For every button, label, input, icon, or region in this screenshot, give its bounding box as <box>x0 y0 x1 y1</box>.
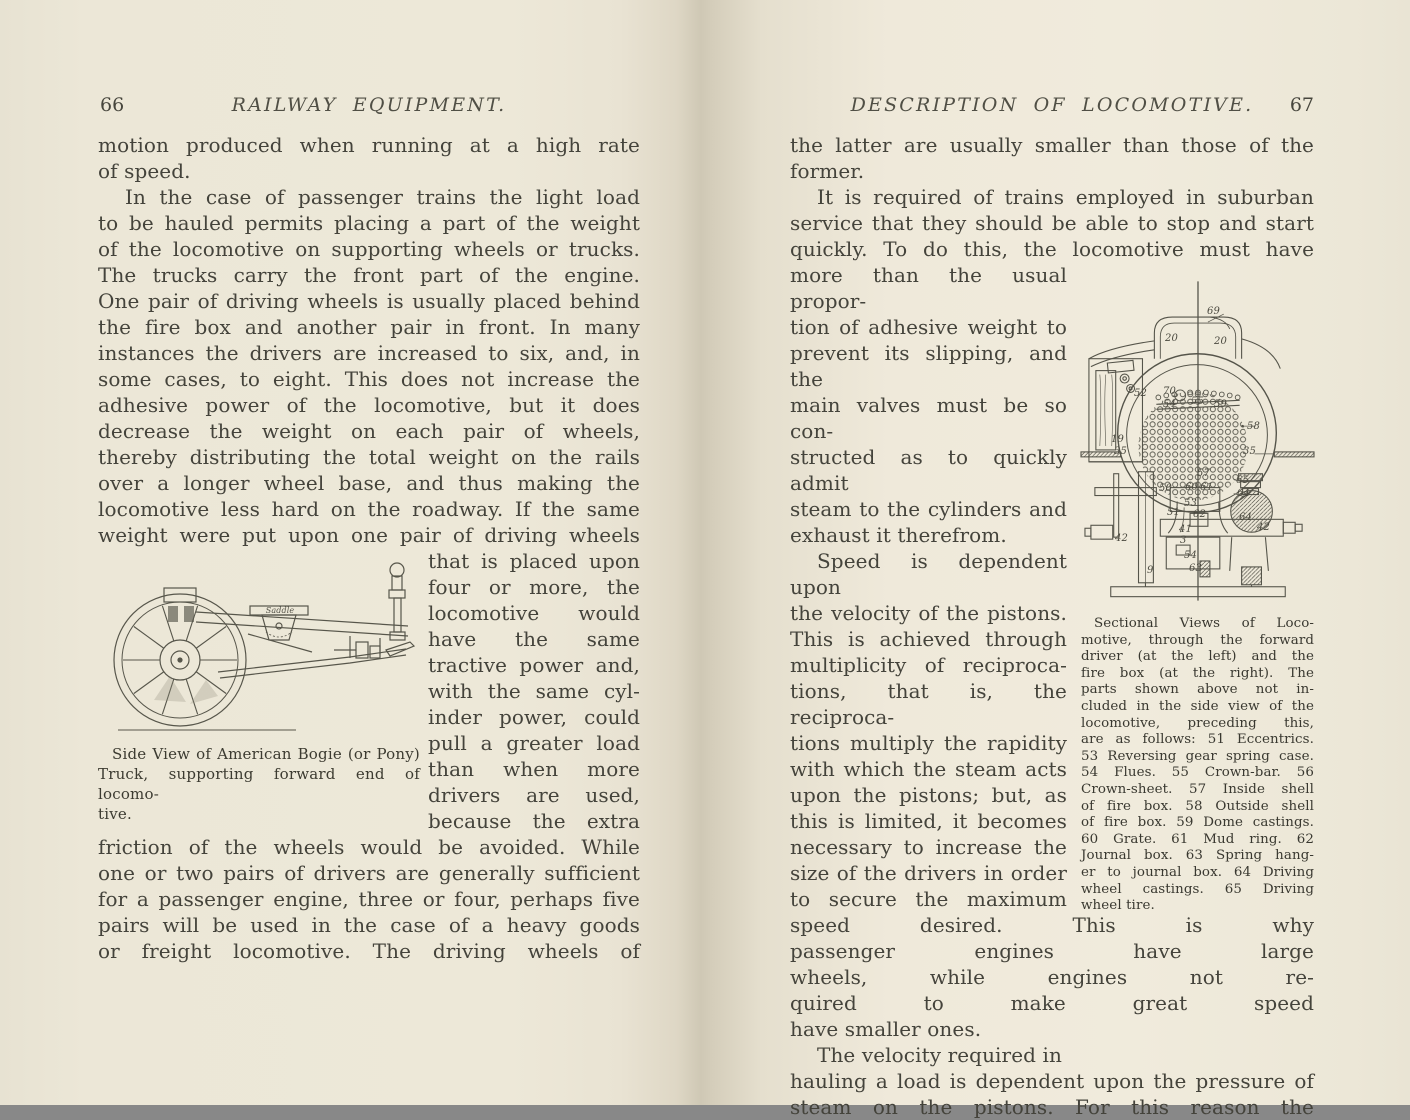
text-line: tion of adhesive weight to <box>790 315 1067 339</box>
text-line: drivers are used, <box>428 783 640 807</box>
figure-part-number: 60 <box>1185 482 1198 493</box>
text-line: of fire box. 58 Outside shell <box>1081 798 1314 814</box>
figure-part-number: 55 <box>1191 396 1204 407</box>
figure-part-number: 9 <box>1147 565 1154 576</box>
text-line: Speed is dependent upon <box>790 549 1067 599</box>
text-line: size of the drivers in order <box>790 861 1067 885</box>
left-page-text <box>98 132 640 964</box>
text-line: are as follows: 51 Eccentrics. <box>1081 732 1314 748</box>
text-line: This is achieved through <box>790 627 1067 651</box>
bogie-truck-illustration-icon <box>98 554 420 736</box>
figure-caption <box>98 744 420 824</box>
text-line: multiplicity of reciproca- <box>790 653 1067 677</box>
text-line: fire box (at the right). The <box>1081 665 1314 681</box>
text-line: with the same cyl- <box>428 679 640 703</box>
text-line: Truck, supporting forward end of locomo- <box>98 765 420 803</box>
text-line: pull a greater load <box>428 731 640 755</box>
figure-part-number: 41 <box>1179 524 1192 535</box>
text-line: because the extra <box>428 809 640 833</box>
figure-part-number: 70 <box>1163 386 1176 397</box>
bogie-truck-drawing <box>98 554 420 736</box>
text-line: 53 Reversing gear spring case. <box>1081 748 1314 764</box>
figure-part-number: 50 <box>1159 483 1172 494</box>
paragraph-block <box>790 132 1314 184</box>
text-line: over a longer wheel base, and thus making the <box>98 471 640 495</box>
figure-part-number: 42 <box>1257 522 1270 533</box>
locomotive-section-drawing <box>1081 276 1314 606</box>
paragraph-block <box>790 1068 1314 1120</box>
text-line: this is limited, it becomes <box>790 809 1067 833</box>
text-line: cluded in the side view of the <box>1081 698 1314 714</box>
text-line: motive, through the forward <box>1081 632 1314 648</box>
figure-part-number: 62 <box>1193 509 1206 520</box>
text-line: upon the pistons; but, as <box>790 783 1067 807</box>
figure-part-number: 35 <box>1114 446 1127 457</box>
text-line: The trucks carry the front part of the engine. <box>98 263 640 287</box>
text-line: quickly. To do this, the locomotive must have <box>790 237 1314 261</box>
figure-part-number: 69 <box>1207 306 1220 317</box>
figure-part-number: 54 <box>1163 399 1176 410</box>
figure-part-number: 20 <box>1214 336 1227 347</box>
paragraph-block <box>98 184 640 548</box>
text-line: inder power, could <box>428 705 640 729</box>
text-line: parts shown above not in- <box>1081 682 1314 698</box>
text-line: One pair of driving wheels is usually placed behind <box>98 289 640 313</box>
page-number: 67 <box>1289 94 1314 116</box>
text-line: of fire box. 59 Dome castings. <box>1081 815 1314 831</box>
paragraph-block <box>98 834 640 964</box>
right-page <box>705 0 1410 1119</box>
bogie-truck-figure <box>98 554 420 830</box>
text-line: adhesive power of the locomotive, but it does <box>98 393 640 417</box>
text-line: quired to make great speed <box>790 991 1314 1015</box>
text-line: Side View of American Bogie (or Pony) <box>112 745 420 763</box>
text-line: steam to the cylinders and <box>790 497 1067 521</box>
text-line: Sectional Views of Loco- <box>1094 616 1314 631</box>
text-line: one or two pairs of drivers are generally sufficient <box>98 861 640 885</box>
figure-part-number: 54 <box>1184 550 1197 561</box>
text-line: Crown-sheet. 57 Inside shell <box>1081 781 1314 797</box>
figure-part-number: 52 <box>1134 388 1147 399</box>
text-line: to secure the maximum <box>790 887 1067 911</box>
text-line: have the same <box>428 627 640 651</box>
figure-part-number: 64 <box>1239 512 1252 523</box>
text-line: tions, that is, the reciproca- <box>790 679 1067 729</box>
text-line: of the locomotive on supporting wheels or trucks. <box>98 237 640 261</box>
text-line: service that they should be able to stop and start <box>790 211 1314 235</box>
figure-part-number: 57 <box>1197 468 1210 479</box>
figure-part-number: 58 <box>1247 421 1260 432</box>
text-line: motion produced when running at a high rate <box>98 133 640 157</box>
figure-part-number: 65 <box>1236 475 1249 486</box>
page-number: 66 <box>100 94 125 116</box>
left-page-header <box>98 92 640 118</box>
figure-part-number: 35 <box>1243 446 1256 457</box>
text-line: driver (at the left) and the <box>1081 649 1314 665</box>
figure-part-number: 19 <box>1111 434 1124 445</box>
figure-part-number: 20 <box>1165 333 1178 344</box>
text-line: wheel tire. <box>1081 898 1155 914</box>
text-line: er to journal box. 64 Driving <box>1081 864 1314 880</box>
text-line: the latter are usually smaller than those of the <box>790 133 1314 157</box>
text-line: main valves must be so con- <box>790 393 1067 443</box>
text-line: four or more, the <box>428 575 640 599</box>
text-line: locomotive, preceding this, <box>1081 715 1314 731</box>
right-page-text <box>790 132 1314 1120</box>
text-line: In the case of passenger trains the light load <box>125 185 640 209</box>
text-line: the velocity of the pistons. <box>790 601 1067 625</box>
text-line: the fire box and another pair in front. In many <box>98 315 640 339</box>
text-line: to be hauled permits placing a part of the weight <box>98 211 640 235</box>
text-line: Journal box. 63 Spring hang- <box>1081 848 1314 864</box>
text-line: decrease the weight on each pair of wheels, <box>98 419 640 443</box>
text-line: have smaller ones. <box>790 1017 982 1041</box>
figure-part-number: 3 <box>1180 535 1187 546</box>
text-line: more than the usual propor- <box>790 263 1067 313</box>
paragraph-block <box>790 184 1314 262</box>
figure-part-number: 59 <box>1214 399 1227 410</box>
paragraph-block <box>98 132 640 184</box>
figure-part-number: 53 <box>1184 498 1197 509</box>
text-line: some cases, to eight. This does not increase the <box>98 367 640 391</box>
text-line: of speed. <box>98 159 191 183</box>
text-line: 60 Grate. 61 Mud ring. 62 <box>1081 831 1314 847</box>
figure-caption <box>1081 616 1314 915</box>
text-line: or freight locomotive. The driving wheels of <box>98 939 640 963</box>
text-line: with which the steam acts <box>790 757 1067 781</box>
running-head: DESCRIPTION OF LOCOMOTIVE. <box>850 94 1254 116</box>
left-page-content <box>98 92 640 964</box>
text-line: pairs will be used in the case of a heavy goods <box>98 913 640 937</box>
text-line: friction of the wheels would be avoided. While <box>98 835 640 859</box>
text-line: that is placed upon <box>428 549 640 573</box>
text-line: tractive power and, <box>428 653 640 677</box>
text-line: locomotive would <box>428 601 640 625</box>
figure-part-number: 63 <box>1189 563 1202 574</box>
text-line: wheel castings. 65 Driving <box>1081 881 1314 897</box>
text-line: necessary to increase the <box>790 835 1067 859</box>
text-line: wheels, while engines not re- <box>790 965 1314 989</box>
figure-part-number: 64 <box>1237 488 1250 499</box>
text-line: than when more <box>428 757 640 781</box>
right-page-content <box>790 92 1314 1120</box>
right-page-header <box>790 92 1314 118</box>
text-line: tive. <box>98 805 132 823</box>
text-line: exhaust it therefrom. <box>790 523 1007 547</box>
text-line: It is required of trains employed in suburban <box>817 185 1314 209</box>
text-line: structed as to quickly admit <box>790 445 1067 495</box>
text-line: The velocity required in <box>817 1043 1062 1067</box>
figure-part-number: 42 <box>1115 533 1128 544</box>
left-page <box>0 0 705 1105</box>
saddle-label: Saddle <box>265 606 295 615</box>
text-line: tions multiply the rapidity <box>790 731 1067 755</box>
running-head: RAILWAY EQUIPMENT. <box>231 94 507 116</box>
text-line: locomotive less hard on the roadway. If the same <box>98 497 640 521</box>
text-line: former. <box>790 159 865 183</box>
text-line: passenger engines have large <box>790 939 1314 963</box>
text-line: 54 Flues. 55 Crown-bar. 56 <box>1081 765 1314 781</box>
text-line: weight were put upon one pair of driving wheels <box>98 523 640 547</box>
text-line: prevent its slipping, and the <box>790 341 1067 391</box>
figure-part-number: 51 <box>1167 507 1180 518</box>
text-line: thereby distributing the total weight on the rails <box>98 445 640 469</box>
text-line: hauling a load is dependent upon the pressure of <box>790 1069 1314 1093</box>
text-line: for a passenger engine, three or four, perhaps five <box>98 887 640 911</box>
figure-part-number: 61 <box>1200 482 1213 493</box>
text-line: instances the drivers are increased to six, and, in <box>98 341 640 365</box>
locomotive-section-figure <box>1081 276 1314 914</box>
text-line: steam on the pistons. For this reason the <box>790 1095 1314 1119</box>
text-line: speed desired. This is why <box>790 913 1314 937</box>
